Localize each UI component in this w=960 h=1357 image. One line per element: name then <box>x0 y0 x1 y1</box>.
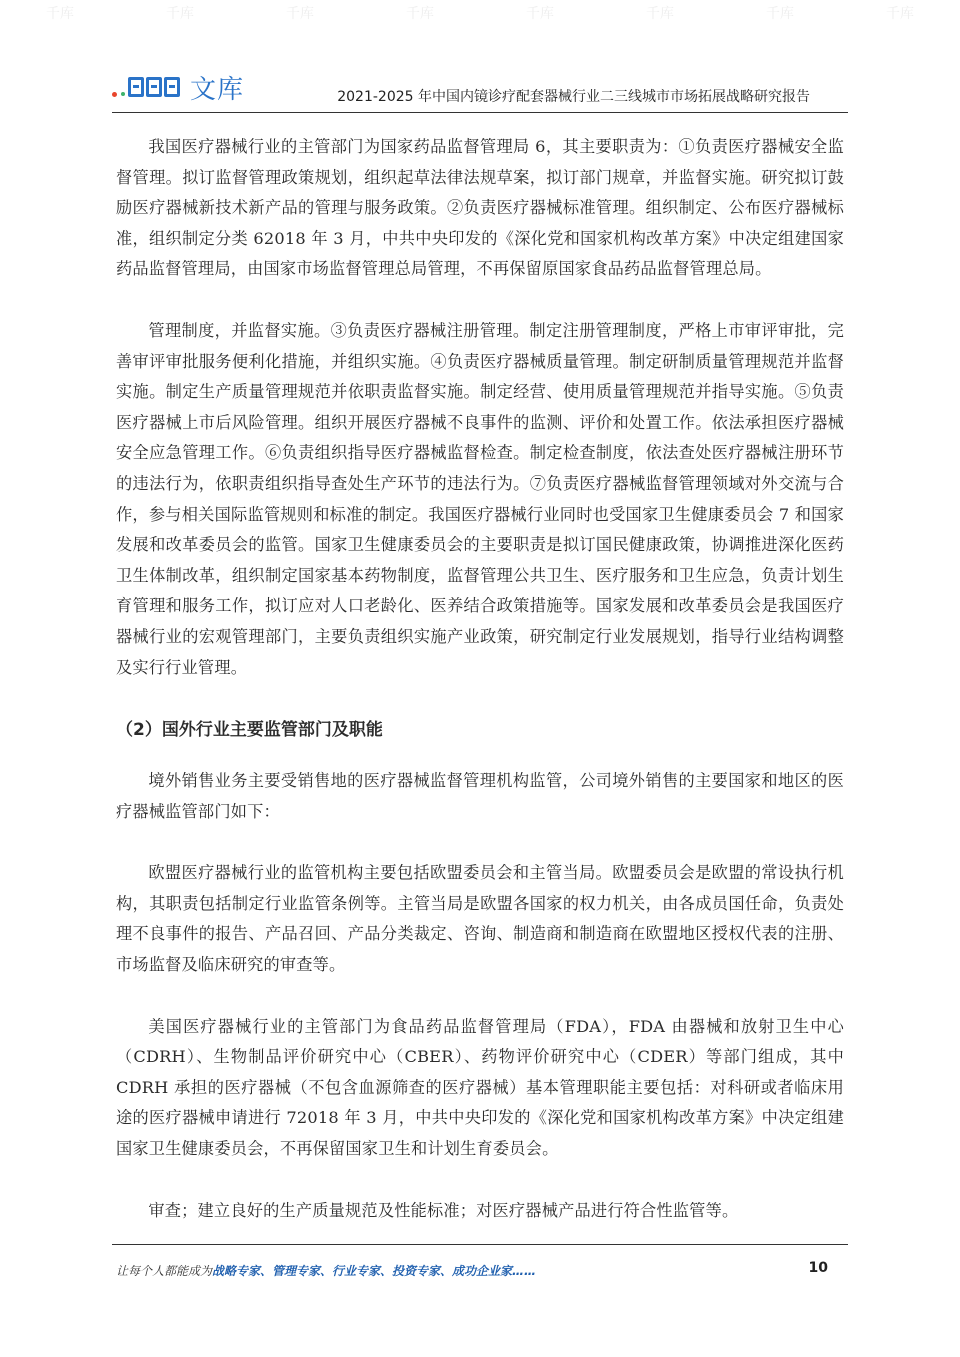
paragraph: 我国医疗器械行业的主管部门为国家药品监督管理局 6，其主要职责为：①负责医疗器械安全监督管理。拟订监督管理政策规划，组织起草法律法规草案，拟订部门规章，并监督实施。研究拟订鼓励医疗器械新技术新产品的管理与服务政策。②负责医疗器械标准管理。组织制定、公布医疗器械标准，组织制定分类 62018 年 3 月，中共中央印发的《深化党和国家机构改革方案》中决定组建国家药品监督管理局，由国家市场监督管理总局管理，不再保留原国家食品药品监督管理总局。 <box>116 137 844 279</box>
logo-dot-red-icon <box>112 92 117 97</box>
brand-logo[interactable] <box>112 70 244 104</box>
document-title: 2021-2025 年中国内镜诊疗配套器械行业二三线城市市场拓展战略研究报告 <box>337 89 810 105</box>
footer-divider <box>112 1244 848 1245</box>
paragraph: 欧盟医疗器械行业的监管机构主要包括欧盟委员会和主管当局。欧盟委员会是欧盟的常设执行机构，其职责包括制定行业监管条例等。主管当局是欧盟各国家的权力机关，由各成员国任命，负责处理不良事件的报告、产品召回、产品分类裁定、咨询、制造商和制造商在欧盟地区授权代表的注册、市场监督及临床研究的审查等。 <box>116 863 844 975</box>
paragraph: 管理制度，并监督实施。③负责医疗器械注册管理。制定注册管理制度，严格上市审评审批，完善审评审批服务便利化措施，并组织实施。④负责医疗器械质量管理。制定研制质量管理规范并监督实施。制定生产质量管理规范并依职责监督实施。制定经营、使用质量管理规范并指导实施。⑤负责医疗器械上市后风险管理。组织开展医疗器械不良事件的监测、评价和处置工作。依法承担医疗器械安全应急管理工作。⑥负责组织指导医疗器械监督检查。制定检查制度，依法查处医疗器械注册环节的违法行为，依职责组织指导查处生产环节的违法行为。⑦负责医疗器械监督管理领域对外交流与合作，参与相关国际监管规则和标准的制定。我国医疗器械行业同时也受国家卫生健康委员会 7 和国家发展和改革委员会的监管。国家卫生健康委员会的主要职责是拟订国民健康政策，协调推进深化医药卫生体制改革，组织制定国家基本药物制度，监督管理公共卫生、医疗服务和卫生应急，负责计划生育管理和服务工作，拟订应对人口老龄化、医养结合政策措施等。国家发展和改革委员会是我国医疗器械行业的宏观管理部门，主要负责组织实施产业政策，研究制定行业发展规划，指导行业结构调整及实行行业管理。 <box>116 320 844 677</box>
logo-text: 文库 <box>190 74 245 105</box>
watermark-text: 千库 <box>406 6 434 22</box>
watermark-text: 千库 <box>646 6 674 22</box>
logo-dot-green-icon <box>121 92 125 96</box>
paragraph: 美国医疗器械行业的主管部门为食品药品监督管理局（FDA），FDA 由器械和放射卫生中心（CDRH）、生物制品评价研究中心（CBER）、药物评价研究中心（CDER）等部门组成，其中 CDRH 承担的医疗器械（不包含血源筛查的医疗器械）基本管理职能主要包括：对科研或者临床用途的医疗器械申请进行 72018 年 3 月，中共中央印发的《深化党和国家机构改革方案》中决定组建国家卫生健康委员会，不再保留国家卫生和计划生育委员会。 <box>116 1016 844 1159</box>
footer-slogan-roles: 战略专家、管理专家、行业专家、投资专家、成功企业家…… <box>212 1264 537 1278</box>
page-number: 10 <box>808 1260 828 1276</box>
footer-slogan-lead: 让每个人都能成为 <box>116 1264 213 1278</box>
watermark-row <box>0 0 960 26</box>
section-heading: （2）国外行业主要监管部门及职能 <box>116 720 383 741</box>
paragraph: 境外销售业务主要受销售地的医疗器械监督管理机构监管，公司境外销售的主要国家和地区的医疗器械监管部门如下： <box>116 771 844 821</box>
paragraph: 审查；建立良好的生产质量规范及性能标准；对医疗器械产品进行符合性监管等。 <box>148 1200 739 1220</box>
watermark-text: 千库 <box>526 6 554 22</box>
watermark-text: 千库 <box>166 6 194 22</box>
page-footer <box>116 1260 828 1282</box>
logo-mark-icon <box>128 77 182 97</box>
document-body <box>116 132 844 1226</box>
footer-slogan <box>116 1262 536 1279</box>
watermark-text: 千库 <box>286 6 314 22</box>
watermark-text: 千库 <box>46 6 74 22</box>
page-header <box>112 66 848 113</box>
watermark-text: 千库 <box>766 6 794 22</box>
watermark-text: 千库 <box>886 6 914 22</box>
